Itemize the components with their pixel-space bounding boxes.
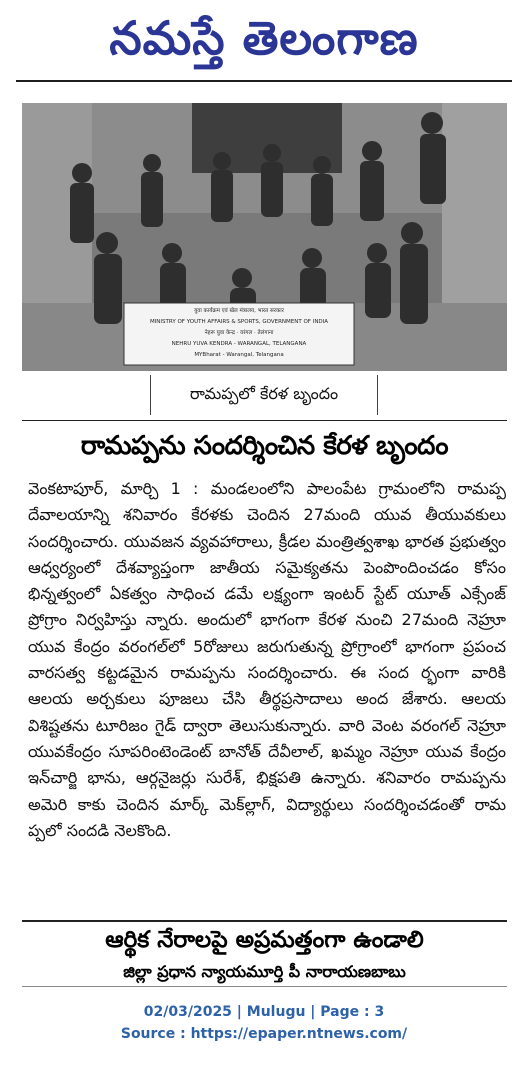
event-banner <box>126 306 352 361</box>
newspaper-title: నమస్తే తెలంగాణ <box>109 11 419 65</box>
photo-caption-box <box>150 375 378 415</box>
article-headline: రామప్పను సందర్శించిన కేరళ బృందం <box>80 431 449 461</box>
banner-line: NEHRU YUVA KENDRA - WARANGAL, TELANGANA <box>171 341 307 347</box>
caption-divider <box>22 420 507 421</box>
photo-caption: రామప్పలో కేరళ బృందం <box>189 383 339 403</box>
banner-line: युवा कार्यक्रम एवं खेल मंत्रालय, भारत सरकार <box>194 308 284 314</box>
article-divider <box>22 920 507 922</box>
next-article-headline: ఆర్థిక నేరాలపై అప్రమత్తంగా ఉండాలి <box>105 927 424 953</box>
banner-line: नेहरू युवा केन्द्र · वरंगल · तेलंगाना <box>204 330 274 336</box>
next-article-subheadline: జిల్లా ప్రధాన న్యాయమూర్తి పీ నారాయణబాబు <box>123 962 406 981</box>
banner-line: MYBharat - Warangal, Telangana <box>194 352 284 358</box>
edition-info: 02/03/2025 | Mulugu | Page : 3 <box>143 1004 385 1020</box>
source-link[interactable]: Source : https://epaper.ntnews.com/ <box>120 1026 408 1042</box>
article-body: వెంకటాపూర్, మార్చి 1 : మండలంలోని పాలంపేట గ్రామంలోని రామప్ప దేవాలయాన్ని శనివారం కేరళకు చెందిన 27మంది యువ తీయువకులు సందర్శించారు. యువజన వ్యవహారాలు, క్రీడల మంత్రిత్వశాఖ భారత ప్రభుత్వం ఆధ్వర్యంలో దేశవ్యాప్తంగా జాతీయ సమైక్యతను పెంపొందించడం కోసం భిన్నత్వంలో ఏకత్వం సాధించ డమే లక్ష్యంగా ఇంటర్ స్టేట్ యూత్ ఎక్సేంజ్ ప్రోగ్రాం నిర్వహిస్తు న్నారు. అందులో భాగంగా కేరళ నుంచి 27మంది నెహ్రూ యువ కేంద్రం వరంగల్‌లో 5రోజులు జరుగుతున్న ప్రోగ్రాంలో భాగంగా ప్రపంచ వారసత్వ కట్టడమైన రామప్పను సందర్శించారు. ఈ సంద ర్భంగా వారికి ఆలయ అర్చకులు పూజలు చేసి తీర్థప్రసాదాలు అంద జేశారు. ఆలయ విశిష్టతను టూరిజం గైడ్ ద్వారా తెలుసుకున్నారు. వారి వెంట వరంగల్ నెహ్రూ యువకేంద్రం సూపరింటెండెంట్ బానోత్ దేవీలాల్, ఖమ్మం నెహ్రూ యువ కేంద్రం ఇన్‌చార్జి భాను, ఆర్గనైజర్లు సురేశ్, భిక్షపతి ఉన్నారు. శనివారం రామప్పను అమెరి కాకు చెందిన మార్క్ మెక్‌ల్లాగ్, విద్యార్థులు సందర్శించడంతో రామ ప్పలో సందడి నెలకొంది. <box>28 479 506 840</box>
masthead <box>0 0 528 80</box>
masthead-divider <box>16 80 512 82</box>
clipping-bottom-border <box>22 986 507 987</box>
news-photo <box>22 103 507 371</box>
banner-line: MINISTRY OF YOUTH AFFAIRS & SPORTS, GOVERNMENT OF INDIA <box>149 319 329 325</box>
